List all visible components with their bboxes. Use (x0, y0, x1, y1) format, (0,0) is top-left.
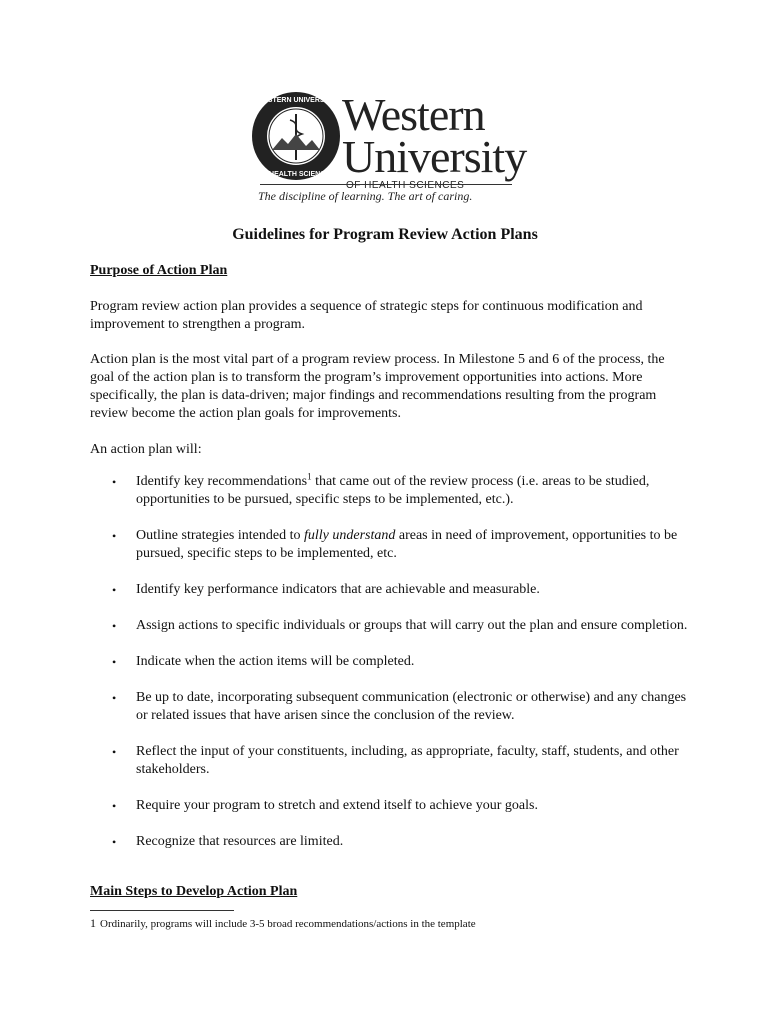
bullet-icon: • (112, 691, 117, 705)
footnote (90, 916, 476, 931)
paragraph-intro: An action plan will: (90, 442, 202, 457)
footnote-ref: 1 (307, 471, 312, 482)
bullet-icon: • (112, 799, 117, 813)
list-item: • Recognize that resources are limited. (112, 834, 344, 849)
wordmark-university: University (342, 131, 527, 182)
list-item: • Identify key recommendations$^1$ that came out of the review process (i.e. areas to be studied, opportunities to be pursued, specific steps to be implemented, etc.). (112, 471, 650, 507)
svg-text:OF HEALTH SCIENCES: OF HEALTH SCIENCES (257, 171, 335, 178)
bullet-icon: • (112, 835, 117, 849)
wordmark (342, 89, 527, 191)
university-logo (250, 90, 530, 210)
list-item: • Indicate when the action items will be completed. (112, 654, 415, 669)
list-item: • Reflect the input of your constituents, including, as appropriate, faculty, staff, students, and other stakeholders. (112, 744, 679, 777)
wordmark-health-sciences: OF HEALTH SCIENCES (346, 180, 465, 191)
paragraph-action-plan: Action plan is the most vital part of a program review process. In Milestone 5 and 6 of the process, the goal of the action plan is to transform the program’s improvement opportunities into actions. More specifically, the plan is data-driven; major findings and recommendations resulting from the program review become the action plan goals for improvements. (90, 352, 665, 421)
footnote-number: 1 (90, 916, 96, 930)
document-title: Guidelines for Program Review Action Plans (232, 226, 538, 243)
logo-divider (260, 184, 512, 185)
university-seal-icon (250, 90, 342, 182)
section-heading-main-steps: Main Steps to Develop Action Plan (90, 884, 298, 899)
list-item: • Assign actions to specific individuals or groups that will carry out the plan and ensure completion. (112, 618, 688, 633)
footnote-divider (90, 910, 234, 911)
footnote-text: Ordinarily, programs will include 3-5 broad recommendations/actions in the template (100, 918, 476, 930)
wordmark-western: Western (342, 89, 485, 140)
paragraph-purpose: Program review action plan provides a sequence of strategic steps for continuous modification and improvement to strengthen a program. (90, 299, 643, 332)
bullet-icon: • (112, 583, 117, 597)
bullet-icon: • (112, 619, 117, 633)
action-plan-list (90, 473, 690, 851)
bullet-icon: • (112, 655, 117, 669)
bullet-icon: • (112, 745, 117, 759)
section-heading-purpose: Purpose of Action Plan (90, 263, 228, 278)
list-item: • Be up to date, incorporating subsequent communication (electronic or otherwise) and any changes or related issues that have arisen since the conclusion of the review. (112, 690, 687, 723)
list-item: • Identify key performance indicators that are achievable and measurable. (112, 582, 540, 597)
list-item: • Require your program to stretch and extend itself to achieve your goals. (112, 798, 538, 813)
logo-tagline: The discipline of learning. The art of caring. (258, 189, 473, 203)
bullet-icon: • (112, 475, 117, 489)
bullet-icon: • (112, 529, 117, 543)
svg-text:WESTERN UNIVERSITY: WESTERN UNIVERSITY (256, 97, 336, 104)
list-item: • Outline strategies intended to fully understand areas in need of improvement, opportunities to be pursued, specific steps to be implemented, etc. (112, 528, 678, 561)
